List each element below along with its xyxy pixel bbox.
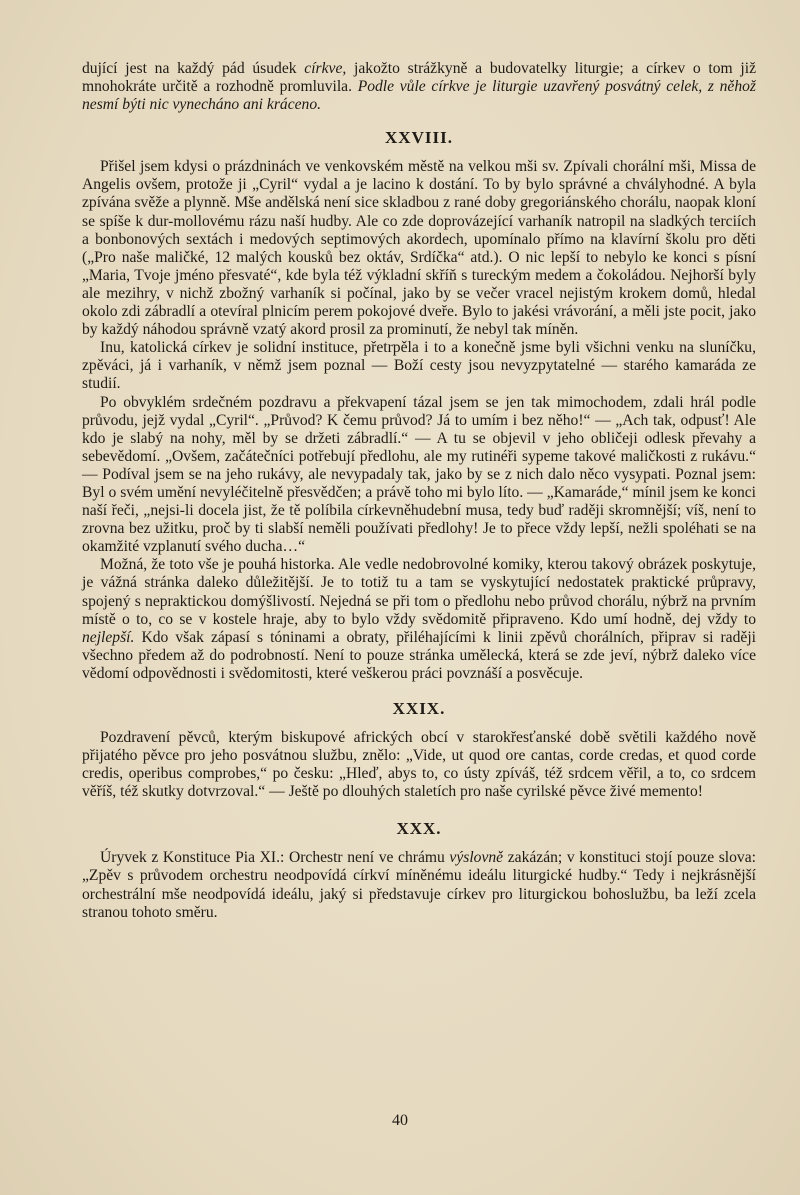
page-number: 40 bbox=[392, 1112, 408, 1129]
section-28-paragraph-4 bbox=[82, 556, 756, 683]
section-28-paragraph-2: Inu, katolická církev je solidní instituce, přetrpěla i to a konečně jsme byli všichni venku na sluníčku, zpěváci, já i varhaník, v němž jsem poznal — Boží cesty jsou nevyzpytatelné — starého kamaráda ze studií. bbox=[82, 339, 756, 393]
section-28-p4-text-a: Možná, že toto vše je pouhá historka. Ale vedle nedobrovolné komiky, kterou takový obrázek poskytuje, je vážná stránka daleko důležitější. Je to totiž tu a tam se vyskytující nedostatek praktické průpravy, spojený s nepraktickou domýšlivostí. Nejedná se při tom o předlohu nebo průvod chorálu, nýbrž na prvním místě o to, co se v kostele hraje, aby to bylo vždy svědomitě připraveno. Kdo umí hodně, dej vždy to bbox=[82, 556, 756, 628]
intro-emphasis-liturgy: Podle vůle církve je liturgie uzavřený posvátný celek, z něhož nesmí býti nic vynecháno ani kráceno. bbox=[82, 78, 756, 114]
section-heading-30: XXX. bbox=[396, 819, 442, 839]
section-29-paragraph-1: Pozdravení pěvců, kterým biskupové afrických obcí v starokřesťanské době světili každého nově přijatého pěvce pro jeho posvátnou službu, znělo: „Vide, ut quod ore cantas, corde credas, et quod corde credis, operibus comprobes,“ po česku: „Hleď, abys to, co ústy zpíváš, též srdcem věřil, a to, co srdcem věříš, též skutky dotvrzoval.“ — Ještě po dlouhých staletích pro naše cyrilské pěvce živé memento! bbox=[82, 729, 756, 801]
section-28-paragraph-3: Po obvyklém srdečném pozdravu a překvapení tázal jsem se jen tak mimochodem, zdali hrál podle průvodu, jejž vydal „Cyril“. „Průvod? K čemu průvod? Já to umím i bez něho!“ — „Ach tak, odpusť! Ale kdo je slabý na nohy, měl by se držeti zábradlí.“ — A tu se objevil v jeho obličeji odlesk převahy a sebevědomí. „Ovšem, začátečníci potřebují předlohu, ale my rutinéři sypeme takové maličkosti z rukávu.“ — Podíval jsem se na jeho rukávy, ale nevypadaly tak, jako by se z nich dalo něco vysypati. Poznal jsem: Byl o svém umění nevyléčitelně přesvědčen; a právě toho mi bylo líto. — „Kamaráde,“ mínil jsem ke konci naší řeči, „nejsi-li docela jist, že tě políbila církevněhudební musa, tedy buď raději skromnější; víš, není to zrovna bez užitku, proč by ti slabší neměli používati předlohy! Je to přece vždy lepší, nežli spoléhati se na okamžité vzplanutí svého ducha…“ bbox=[82, 393, 756, 556]
section-30-paragraph-1 bbox=[82, 849, 756, 921]
section-30-text-b: zakázán; v konstituci stojí pouze slova: „Zpěv s průvodem orchestru neodpovídá církví míněnému ideálu liturgické hudby.“ Tedy i nejkrásnější orchestrální mše neodpovídá ideálu, jaký si představuje církev pro liturgickou bohoslužbu, ba leží zcela stranou tohoto směru. bbox=[82, 849, 756, 921]
section-heading-28: XXVIII. bbox=[385, 128, 453, 148]
section-30-emphasis: výslovně bbox=[449, 849, 504, 867]
section-28-paragraph-1: Přišel jsem kdysi o prázdninách ve venkovském městě na velkou mši sv. Zpívali chorální mši, Missa de Angelis ovšem, protože ji „Cyril“ vydal a je lacino k dostání. To by bylo správné a chvályhodné. A byla zpívána svěže a plynně. Mše andělská není sice skladbou z rané doby gregoriánského chorálu, naopak kloní se spíše k dur-mollovému rázu naší hudby. Ale co zde doprovázející varhaník natropil na sladkých terciích a bonbonových sextách i medových septimových akordech, upomínalo přímo na klavírní školu pro děti („Pro naše maličké, 12 malých kousků bez oktáv, Srdíčka“ atd.). O nic lepší to nebylo ke konci s písní „Maria, Tvoje jméno přesvaté“, kde byla též výkladní skříň s tureckým medem a čokoládou. Nejhorší byly ale mezihry, v nichž zbožný varhaník si počínal, jako by se večer vracel nejistým krokem domů, hledal okolo zdi zábradlí a otevíral plnicím perem pokojové dveře. Bylo to jakési vrávorání, a měli jste pocit, jako by každý náhodou správně vzatý akord prosil za prominutí, že nebyl tak míněn. bbox=[82, 158, 756, 339]
intro-text-a: dující jest na každý pád úsudek bbox=[82, 60, 305, 77]
section-30-text-a: Úryvek z Konstituce Pia XI.: Orchestr není ve chrámu bbox=[100, 849, 450, 867]
intro-paragraph bbox=[82, 60, 756, 114]
section-28-p4-emphasis: nejlepší. bbox=[82, 628, 135, 646]
intro-emphasis-church: církve, bbox=[304, 60, 347, 77]
intro-text-b: jakožto strážkyně a budovatelky liturgie; a církev o tom již mnohokráte určitě a rozhodně promluvila. bbox=[82, 60, 757, 96]
section-heading-29: XXIX. bbox=[392, 699, 446, 718]
section-28-p4-text-b: Kdo však zápasí s tóninami a obraty, přiléhajícími k linii zpěvů chorálních, připrav si raději všechno předem až do podrobností. Není to pouze stránka umělecká, která se zde jeví, nýbrž daleko více vědomí odpovědnosti i svědomitosti, které veškerou práci povznáší a posvěcuje. bbox=[82, 628, 756, 682]
